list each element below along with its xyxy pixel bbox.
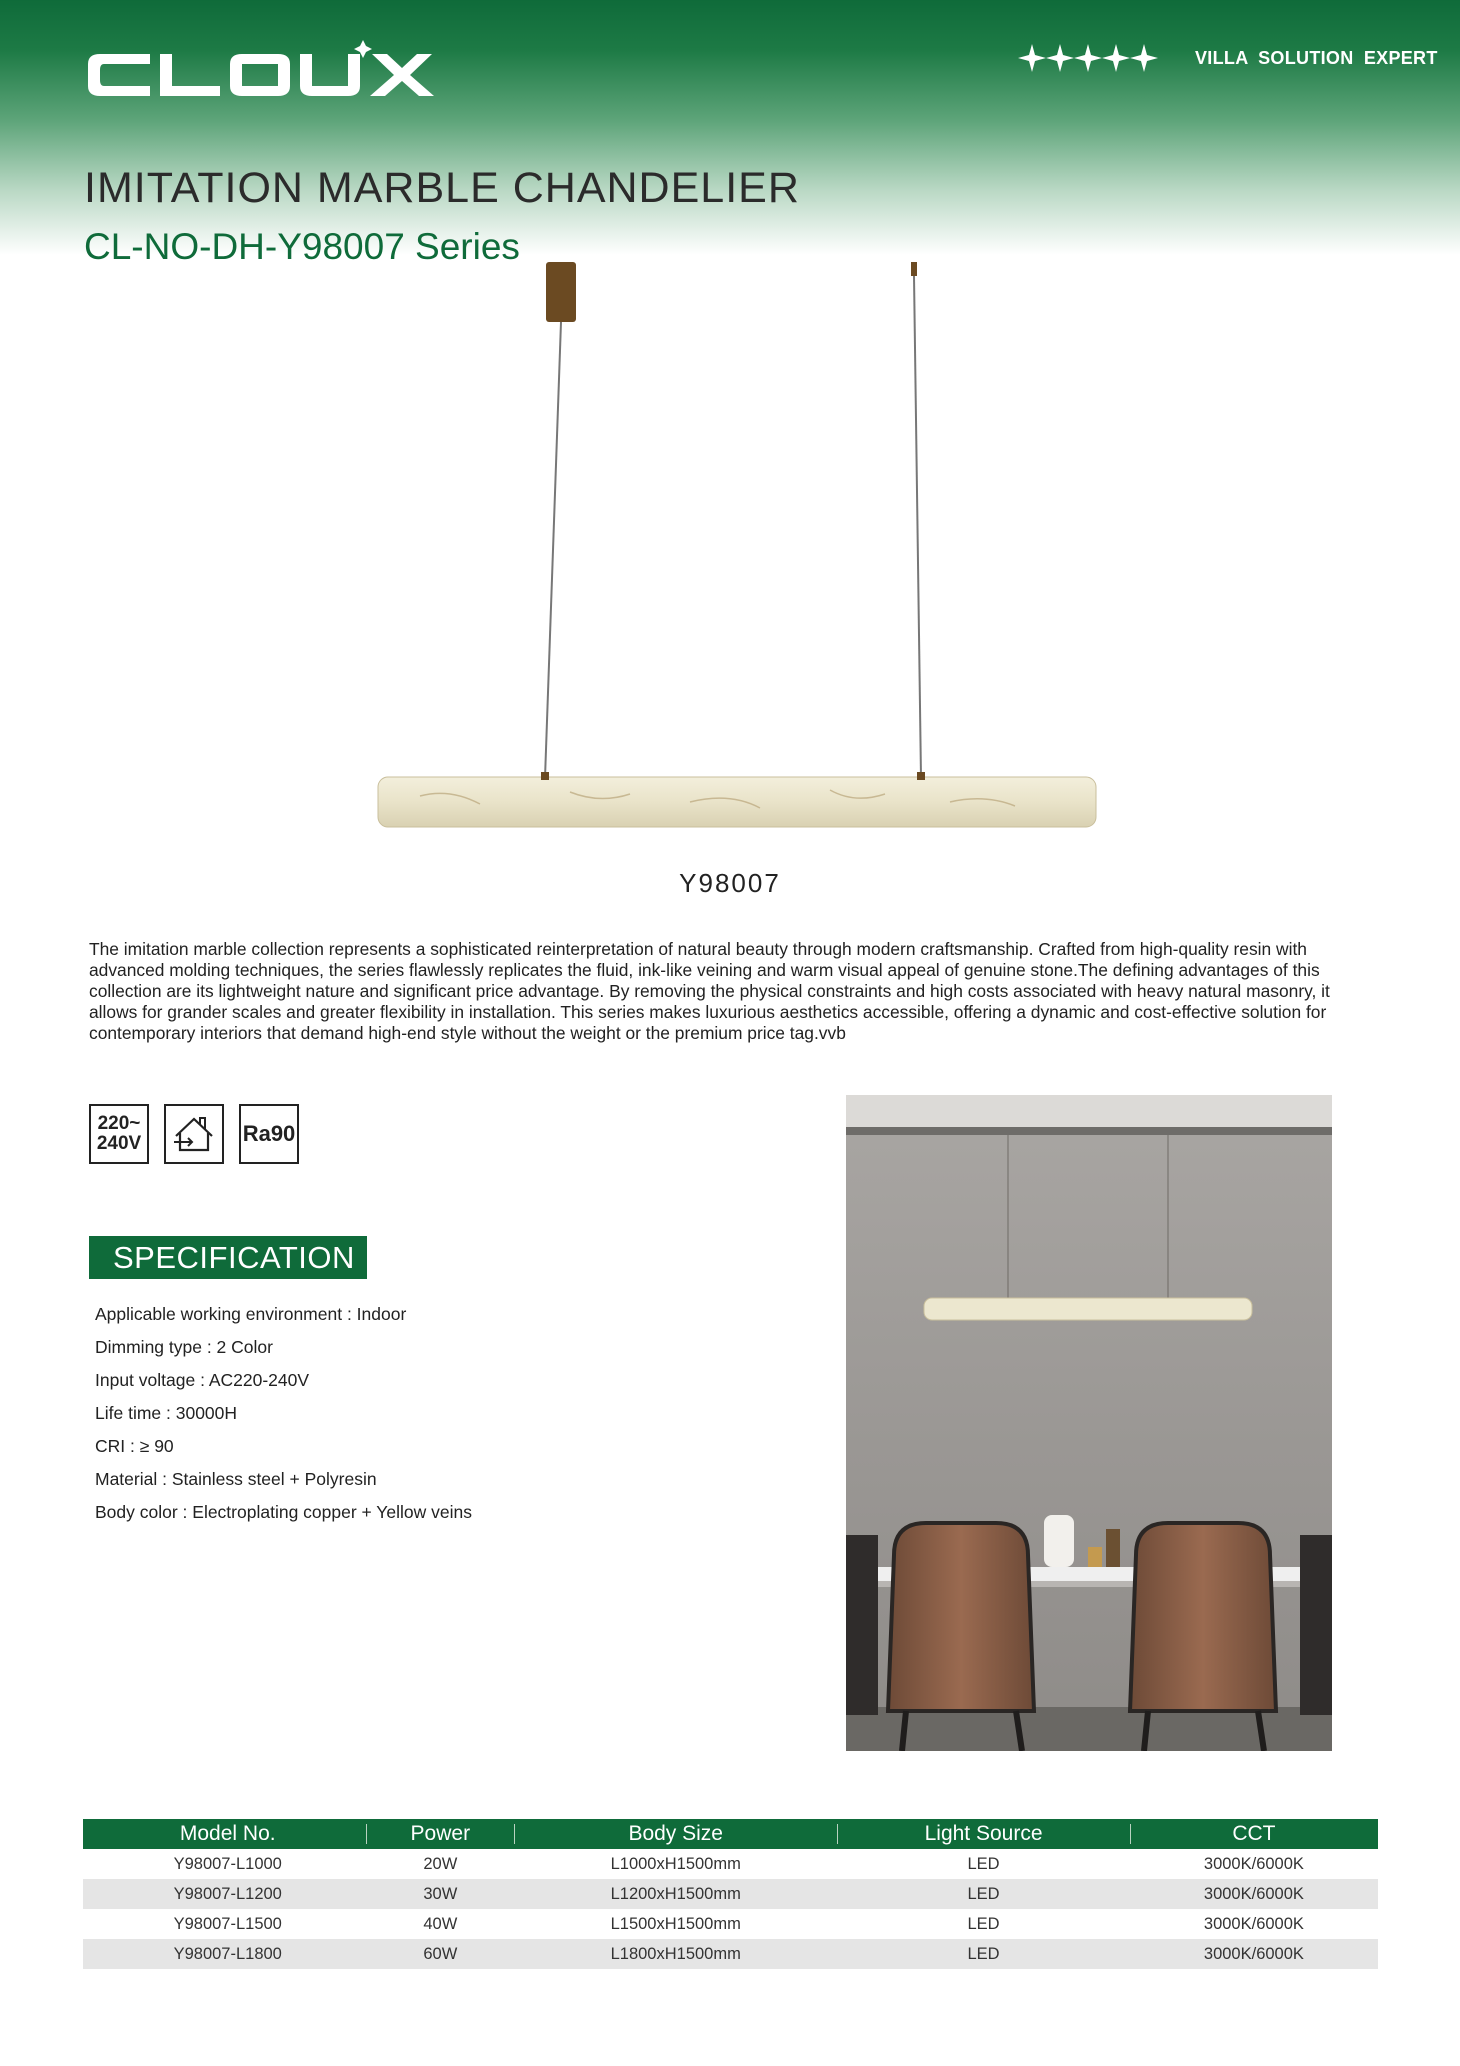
table-cell: LED <box>967 1914 1000 1933</box>
voltage-badge <box>89 1104 149 1164</box>
spec-item: Input voltage : AC220-240V <box>95 1370 310 1390</box>
table-cell: 3000K/6000K <box>1130 1939 1378 1969</box>
marble-light-bar <box>378 777 1096 827</box>
table-row <box>83 1879 1378 1909</box>
column-header: CCT <box>1130 1819 1378 1849</box>
column-header: Power <box>366 1819 514 1849</box>
voltage-badge-line2: 240V <box>96 1133 142 1154</box>
tagline: VILLA SOLUTION EXPERT <box>1195 48 1438 68</box>
brand-logo <box>84 40 436 104</box>
column-header: Model No. <box>83 1819 366 1849</box>
table-cell: L1200xH1500mm <box>514 1879 837 1909</box>
table-cell: Y98007-L1200 <box>83 1879 366 1909</box>
spec-item: Material : Stainless steel + Polyresin <box>95 1469 377 1489</box>
spec-item: Body color : Electroplating copper + Yellow veins <box>95 1502 472 1522</box>
column-header: Body Size <box>514 1819 837 1849</box>
table-row <box>83 1849 1378 1879</box>
voltage-badge-line1: 220~ <box>97 1113 141 1134</box>
table-cell: LED <box>837 1939 1130 1969</box>
cri-badge: Ra90 <box>239 1104 299 1164</box>
table-cell: Y98007-L1800 <box>83 1939 366 1969</box>
specification-heading: SPECIFICATION <box>89 1236 367 1279</box>
five-star-rating <box>1018 40 1160 76</box>
table-row <box>83 1909 1378 1939</box>
table-cell: 40W <box>423 1914 458 1933</box>
indoor-house-icon <box>170 1112 218 1156</box>
table-header-row <box>83 1819 1378 1849</box>
indoor-badge <box>164 1104 224 1164</box>
table-cell: L1500xH1500mm <box>610 1914 741 1933</box>
specification-list <box>95 1303 472 1534</box>
table-cell: LED <box>837 1879 1130 1909</box>
chandelier-product-image <box>360 256 1120 836</box>
series-subtitle: CL-NO-DH-Y98007 Series <box>84 226 520 267</box>
table-cell: 3000K/6000K <box>1130 1879 1378 1909</box>
page-title: IMITATION MARBLE CHANDELIER <box>84 164 800 212</box>
table-cell: 60W <box>366 1939 514 1969</box>
spec-item: Applicable working environment : Indoor <box>95 1304 407 1324</box>
table-cell: L1000xH1500mm <box>610 1854 741 1873</box>
suspension-wire-left <box>545 322 561 778</box>
suspension-wire-right <box>914 276 921 778</box>
table-cell: L1800xH1500mm <box>514 1939 837 1969</box>
header-banner <box>0 0 1460 260</box>
spec-item: Life time : 30000H <box>95 1403 238 1423</box>
spec-item: CRI : ≥ 90 <box>95 1436 174 1456</box>
table-cell: Y98007-L1000 <box>173 1854 282 1873</box>
wire-anchor-right <box>911 262 917 276</box>
table-cell: Y98007-L1500 <box>173 1914 282 1933</box>
table-row <box>83 1939 1378 1969</box>
product-description: The imitation marble collection represents a sophisticated reinterpretation of natural beauty through modern craftsmanship. Crafted from high-quality resin with advanced molding techniques, the series flawlessly replicates the fluid, ink-like veining and warm visual appeal of genuine stone.The defining advantages of this collection are its lightweight nature and significant price advantage. By removing the physical constraints and high costs associated with heavy natural masonry, it allows for grander scales and greater flexibility in installation. This series makes luxurious aesthetics accessible, offering a dynamic and cost-effective solution for contemporary interiors that demand high-end style without the weight or the premium price tag.vvb <box>89 939 1330 1043</box>
table-cell: LED <box>967 1854 1000 1873</box>
column-header: Light Source <box>837 1819 1130 1849</box>
ceiling-canopy <box>546 262 576 322</box>
table-cell: 20W <box>423 1854 458 1873</box>
spec-item: Dimming type : 2 Color <box>95 1337 273 1357</box>
table-cell: 3000K/6000K <box>1203 1854 1304 1873</box>
dining-room-photo <box>846 1095 1332 1751</box>
model-label: Y98007 <box>679 868 781 898</box>
table-cell: 3000K/6000K <box>1203 1914 1304 1933</box>
model-spec-table <box>83 1819 1378 1969</box>
table-cell: 30W <box>366 1879 514 1909</box>
